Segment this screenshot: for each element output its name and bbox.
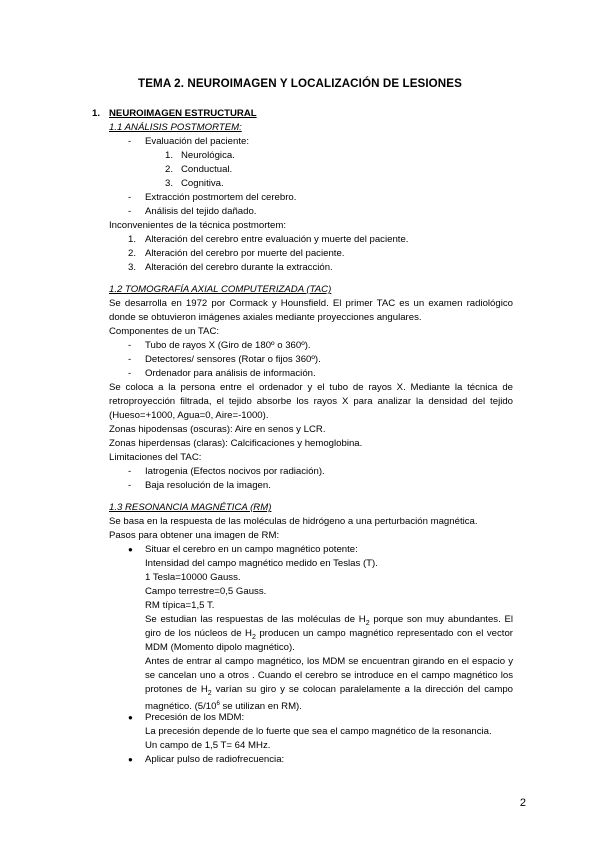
list-item: Precesión de los MDM:	[145, 712, 245, 723]
list-number: 1.	[165, 150, 174, 161]
page-title: TEMA 2. NEUROIMAGEN Y LOCALIZACIÓN DE LESIONES	[138, 77, 462, 90]
paragraph-line: Campo terrestre=0,5 Gauss.	[145, 586, 267, 597]
list-item: Baja resolución de la imagen.	[145, 480, 271, 491]
list-item: Evaluación del paciente:	[145, 136, 250, 147]
list-item: Alteración del cerebro entre evaluación y muerte del paciente.	[145, 234, 409, 245]
list-item: Extracción postmortem del cerebro.	[145, 192, 297, 203]
dash-marker: -	[128, 206, 132, 217]
paragraph-line: Intensidad del campo magnético medido en Teslas (T).	[145, 558, 378, 569]
dash-marker: -	[128, 340, 132, 351]
paragraph: Componentes de un TAC:	[109, 326, 220, 337]
list-item: Tubo de rayos X (Giro de 180º o 360º).	[145, 340, 311, 351]
dash-marker: -	[128, 354, 132, 365]
bullet-marker: ●	[128, 545, 133, 554]
dash-marker: -	[128, 192, 132, 203]
paragraph-line: Se desarrolla en 1972 por Cormack y Hounsfield. El primer TAC es un examen radiológico	[109, 298, 513, 309]
paragraph-line: 1 Tesla=10000 Gauss.	[145, 572, 241, 583]
paragraph-line: Se estudian las respuestas de las moléculas de $H_2$ porque son muy abundantes. El	[145, 614, 513, 627]
paragraph-line: Antes de entrar al campo magnético, los MDM se encuentran girando en el espacio y	[145, 656, 513, 667]
list-item: Análisis del tejido dañado.	[145, 206, 257, 217]
paragraph-line: RM típica=1,5 T.	[145, 600, 215, 611]
list-item: Ordenador para análisis de información.	[145, 368, 316, 379]
dash-marker: -	[128, 136, 132, 147]
page-number: 2	[519, 797, 526, 809]
list-item: Aplicar pulso de radiofrecuencia:	[145, 754, 285, 765]
list-item: Situar el cerebro en un campo magnético potente:	[145, 544, 358, 555]
bullet-marker: ●	[128, 755, 133, 764]
paragraph-line: giro de los núcleos de $H_2$ producen un campo magnético representado con el vector	[145, 628, 513, 641]
subsection-heading: 1.2 TOMOGRAFÍA AXIAL COMPUTERIZADA (TAC)	[109, 284, 332, 295]
paragraph: Se basa en la respuesta de las moléculas de hidrógeno a una perturbación magnética.	[109, 516, 478, 527]
dash-marker: -	[128, 480, 132, 491]
list-item: Alteración del cerebro por muerte del paciente.	[145, 248, 345, 259]
list-item: Cognitiva.	[181, 178, 224, 189]
dash-marker: -	[128, 368, 132, 379]
paragraph-line: La precesión depende de lo fuerte que sea el campo magnético de la resonancia.	[145, 726, 492, 737]
paragraph-line: protones de $H_2$ varían su giro y se colocan paralelamente a la dirección del campo	[145, 684, 514, 697]
subsection-heading: 1.3 RESONANCIA MAGNÉTICA (RM)	[109, 502, 272, 513]
list-item: Alteración del cerebro durante la extracción.	[145, 262, 333, 273]
section-heading: NEUROIMAGEN ESTRUCTURAL	[109, 108, 257, 119]
paragraph-line: donde se obtuvieron imágenes axiales mediante proyecciones angulares.	[109, 312, 422, 323]
paragraph: Zonas hipodensas (oscuras): Aire en senos y LCR.	[109, 424, 326, 435]
paragraph-line: retroproyección filtrada, el tejido absorbe los rayos X para analizar la densidad del tejido	[109, 396, 513, 407]
bullet-marker: ●	[128, 713, 133, 722]
paragraph-line: (Hueso=+1000, Agua=0, Aire=-1000).	[109, 410, 269, 421]
list-number: 3.	[165, 178, 174, 189]
list-item: Neurológica.	[181, 150, 235, 161]
paragraph: Limitaciones del TAC:	[109, 452, 202, 463]
paragraph: Zonas hiperdensas (claras): Calcificaciones y hemoglobina.	[109, 438, 363, 449]
paragraph: Pasos para obtener una imagen de RM:	[109, 530, 280, 541]
dash-marker: -	[128, 466, 132, 477]
list-number: 2.	[128, 248, 137, 259]
paragraph-line: Un campo de 1,5 T= 64 MHz.	[145, 740, 271, 751]
list-number: 1.	[128, 234, 137, 245]
list-item: Iatrogenia (Efectos nocivos por radiación).	[145, 466, 325, 477]
paragraph-line: magnético. ($5/10^6$ se utilizan en RM).	[145, 701, 302, 713]
paragraph-line: MDM (Momento dipolo magnético).	[145, 642, 295, 653]
paragraph-line: Se coloca a la persona entre el ordenador y el tubo de rayos X. Mediante la técnica de	[109, 382, 513, 393]
list-item: Detectores/ sensores (Rotar o fijos 360º).	[145, 354, 321, 365]
list-number: 3.	[128, 262, 137, 273]
list-item: Conductual.	[181, 164, 233, 175]
paragraph: Inconvenientes de la técnica postmortem:	[109, 220, 287, 231]
paragraph-line: se cancelan uno a otros . Cuando el cerebro se introduce en el campo magnético los	[145, 670, 513, 681]
subsection-heading: 1.1 ANÁLISIS POSTMORTEM:	[109, 122, 242, 133]
list-number: 2.	[165, 164, 174, 175]
section-number: 1.	[92, 108, 101, 119]
